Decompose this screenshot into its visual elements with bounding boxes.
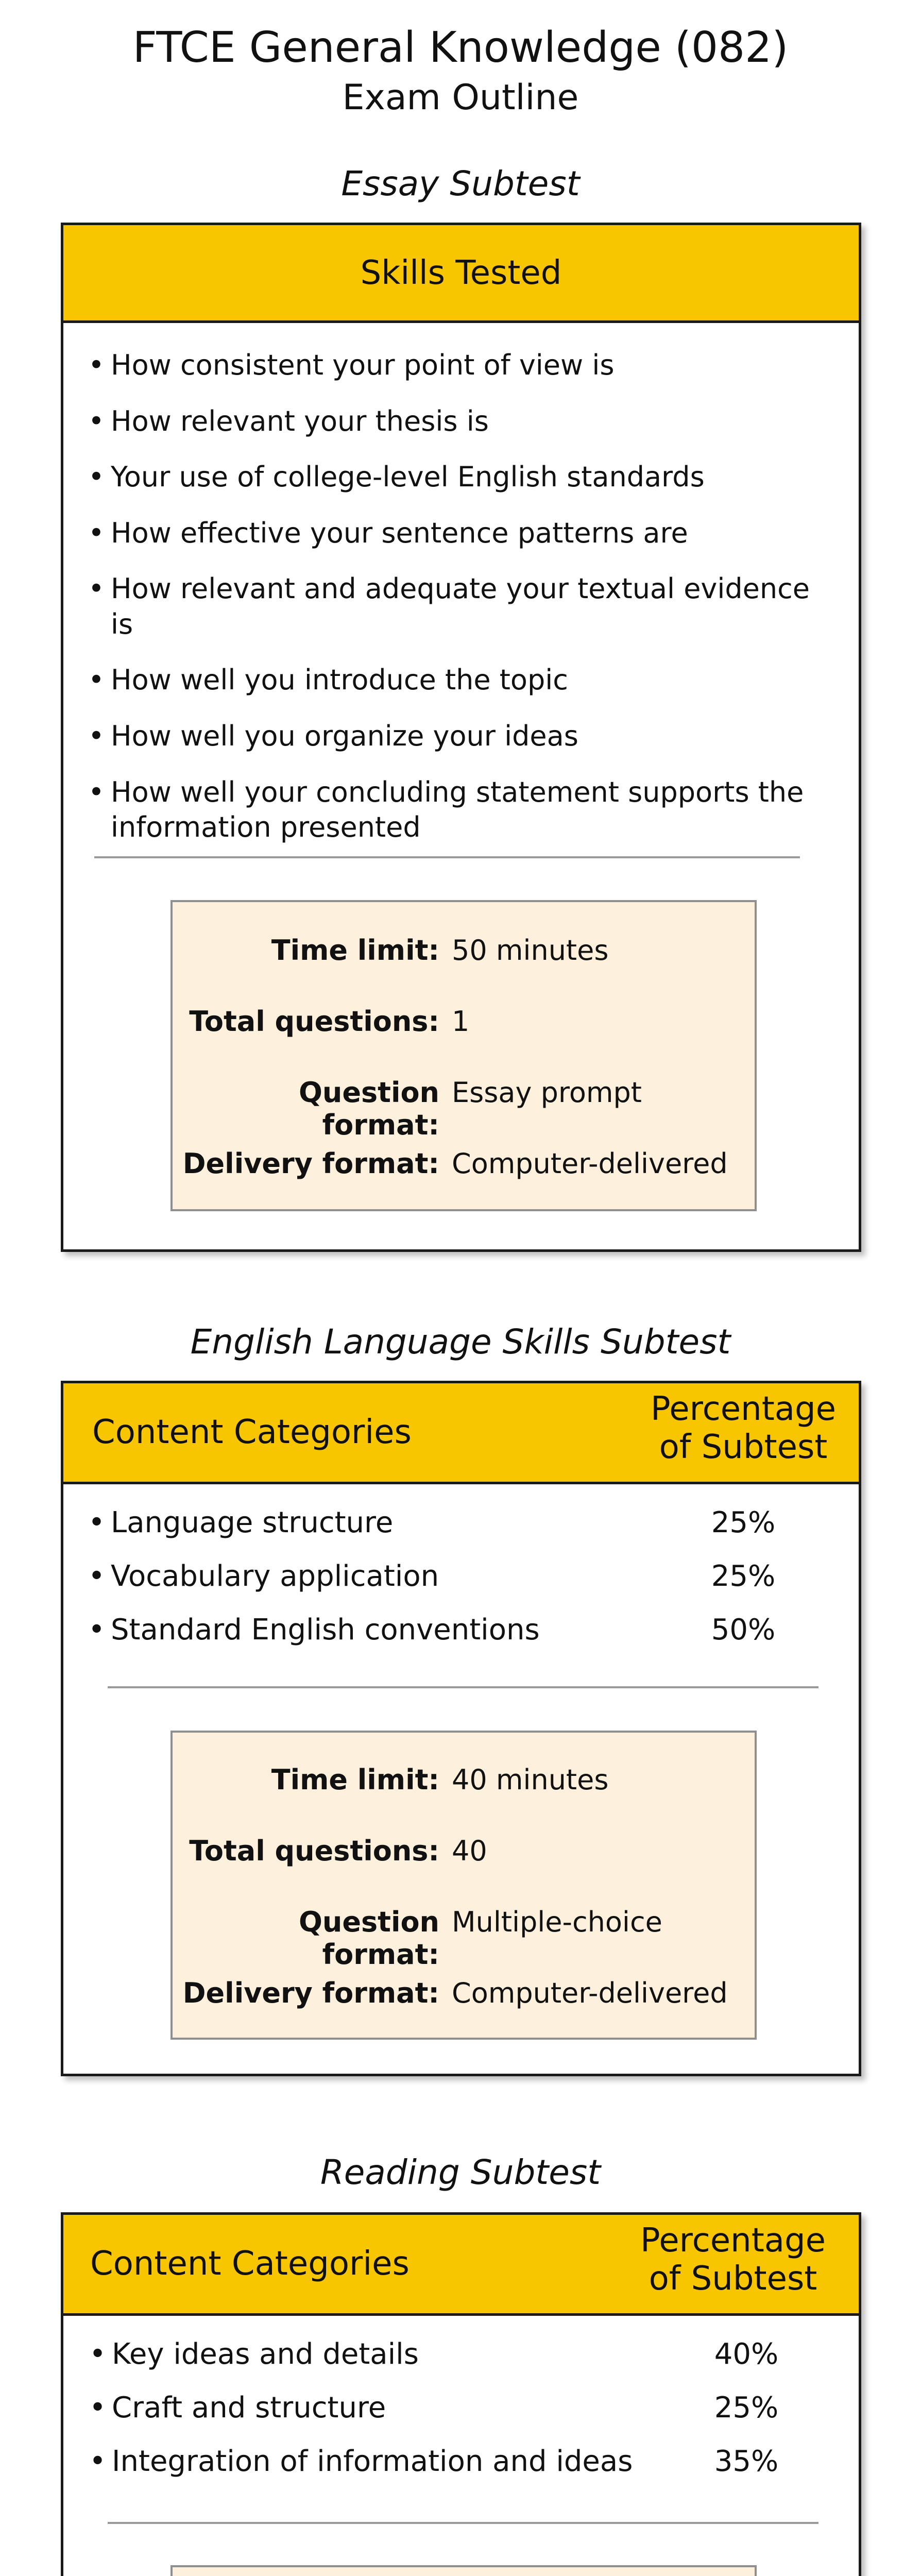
list-item: • How well you organize your ideas <box>87 719 829 754</box>
info-value: Computer-delivered <box>452 1977 728 2009</box>
reading-header <box>63 2215 859 2316</box>
info-value: Essay prompt <box>452 1076 642 1109</box>
info-label: Question format: <box>299 1906 439 1971</box>
english-rows <box>87 1506 839 1667</box>
english-header-right <box>640 1391 846 1466</box>
row-label: Integration of information and ideas <box>112 2445 633 2478</box>
list-item: • How relevant and adequate your textual evidence is <box>87 571 829 642</box>
reading-rows <box>88 2337 840 2498</box>
list-item: • How well you introduce the topic <box>87 663 829 698</box>
row-label: Vocabulary application <box>111 1560 439 1593</box>
essay-box <box>61 223 861 1252</box>
essay-divider <box>94 856 800 858</box>
info-value: 40 minutes <box>452 1764 609 1796</box>
info-value: 40 <box>452 1835 487 1867</box>
bullet-icon: • <box>88 1613 106 1647</box>
row-percentage: 25% <box>714 2391 779 2425</box>
bullet-icon: • <box>88 1560 106 1593</box>
english-header <box>63 1383 859 1484</box>
table-row <box>88 2337 840 2391</box>
page-subtitle: Exam Outline <box>342 77 579 118</box>
reading-box <box>61 2212 861 2576</box>
reading-divider <box>108 2522 818 2524</box>
row-percentage: 25% <box>711 1506 776 1539</box>
row-label: Language structure <box>111 1506 394 1539</box>
table-row <box>88 2445 840 2498</box>
info-label: Delivery format: <box>182 1977 439 2009</box>
table-row <box>87 1506 839 1560</box>
info-label: Time limit: <box>271 1764 439 1796</box>
essay-info-box <box>170 900 757 1211</box>
bullet-icon: • <box>89 2337 107 2371</box>
reading-info-box <box>170 2565 757 2576</box>
table-row <box>88 2391 840 2445</box>
row-label: Key ideas and details <box>112 2337 419 2371</box>
info-value: Multiple-choice <box>452 1906 662 1938</box>
header-percentage-line2: of Subtest <box>649 2259 817 2298</box>
page-title: FTCE General Knowledge (082) <box>132 23 789 72</box>
row-percentage: 25% <box>711 1560 776 1593</box>
header-percentage-line1: Percentage <box>650 1390 837 1428</box>
info-label: Delivery format: <box>182 1147 439 1180</box>
english-info-box <box>170 1731 757 2040</box>
reading-section-title: Reading Subtest <box>320 2153 601 2192</box>
english-box <box>61 1381 861 2076</box>
bullet-icon: • <box>89 2391 107 2425</box>
table-row <box>87 1560 839 1613</box>
essay-section-title: Essay Subtest <box>341 164 580 204</box>
header-percentage-line2: of Subtest <box>659 1428 828 1466</box>
row-label: Standard English conventions <box>111 1613 540 1647</box>
row-percentage: 50% <box>711 1613 776 1647</box>
list-item: • How well your concluding statement supports the information presented <box>87 775 829 845</box>
info-value: 1 <box>452 1005 470 1038</box>
row-label: Craft and structure <box>112 2391 386 2425</box>
essay-header-label: Skills Tested <box>360 253 562 292</box>
info-label: Question format: <box>299 1076 439 1141</box>
row-percentage: 40% <box>714 2337 779 2371</box>
info-label: Time limit: <box>271 934 439 967</box>
row-percentage: 35% <box>714 2445 779 2478</box>
list-item: • How effective your sentence patterns are <box>87 516 829 551</box>
essay-header <box>63 225 859 323</box>
bullet-icon: • <box>88 1506 106 1539</box>
info-value: 50 minutes <box>452 934 609 967</box>
info-label: Total questions: <box>189 1835 439 1867</box>
english-section-title: English Language Skills Subtest <box>190 1322 731 1362</box>
reading-header-left: Content Categories <box>90 2245 410 2283</box>
essay-skills-list <box>87 348 829 866</box>
reading-header-right <box>630 2222 836 2298</box>
header-percentage-line1: Percentage <box>640 2222 826 2260</box>
english-divider <box>108 1686 818 1688</box>
list-item: • Your use of college-level English standards <box>87 460 829 495</box>
info-label: Total questions: <box>189 1005 439 1038</box>
info-value: Computer-delivered <box>452 1147 728 1180</box>
table-row <box>87 1613 839 1667</box>
bullet-icon: • <box>89 2445 107 2478</box>
english-header-left: Content Categories <box>92 1413 412 1451</box>
list-item: • How consistent your point of view is <box>87 348 829 383</box>
list-item: • How relevant your thesis is <box>87 404 829 439</box>
